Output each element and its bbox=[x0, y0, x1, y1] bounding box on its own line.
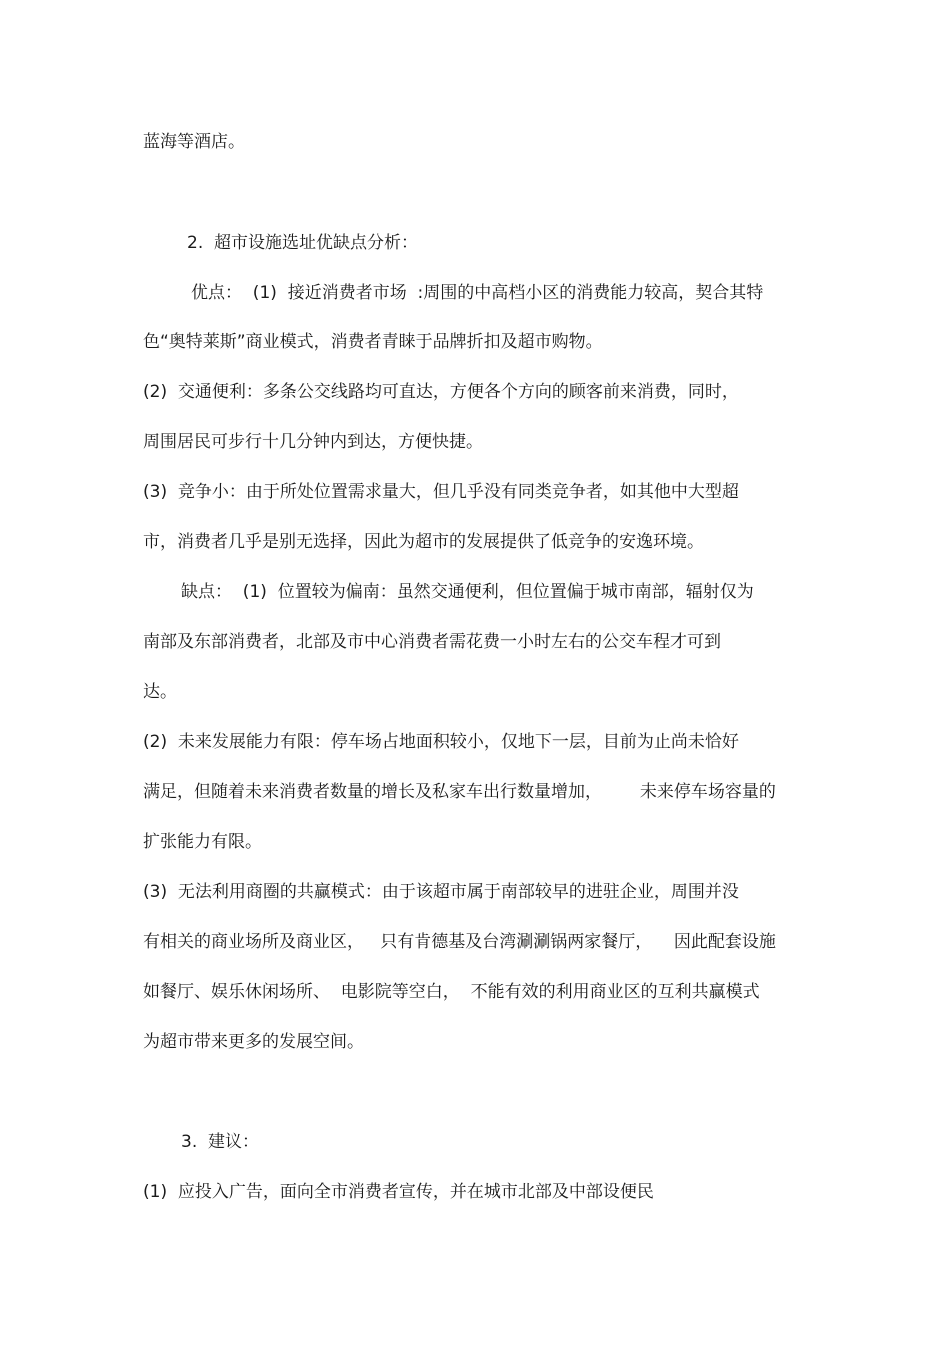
text-line: 为超市带来更多的发展空间。 bbox=[143, 1032, 364, 1052]
text-line: (1) 应投入广告，面向全市消费者宣传，并在城市北部及中部设便民 bbox=[143, 1182, 654, 1202]
text-line: 周围居民可步行十几分钟内到达，方便快捷。 bbox=[143, 432, 483, 452]
text-line: 蓝海等酒店。 bbox=[143, 132, 245, 152]
text-line: (2) 交通便利：多条公交线路均可直达，方便各个方向的顾客前来消费，同时， bbox=[143, 382, 739, 402]
text-line: 满足，但随着未来消费者数量的增长及私家车出行数量增加， 未来停车场容量的 bbox=[143, 782, 776, 802]
text-line: (2) 未来发展能力有限：停车场占地面积较小，仅地下一层，目前为止尚未恰好 bbox=[143, 732, 739, 752]
text-line: 市，消费者几乎是别无选择，因此为超市的发展提供了低竞争的安逸环境。 bbox=[143, 532, 704, 552]
section-heading: 3. 建议： bbox=[181, 1132, 260, 1152]
text-line: 南部及东部消费者，北部及市中心消费者需花费一小时左右的公交车程才可到 bbox=[143, 632, 721, 652]
text-line: (3) 无法利用商圈的共赢模式：由于该超市属于南部较早的进驻企业，周围并没 bbox=[143, 882, 739, 902]
text-line: 缺点： (1) 位置较为偏南：虽然交通便利，但位置偏于城市南部，辐射仅为 bbox=[181, 582, 754, 602]
section-heading: 2. 超市设施选址优缺点分析： bbox=[187, 233, 419, 253]
text-line: 有相关的商业场所及商业区， 只有肯德基及台湾涮涮锅两家餐厅， 因此配套设施 bbox=[143, 932, 776, 952]
text-line: 如餐厅、娱乐休闲场所、 电影院等空白， 不能有效的利用商业区的互利共赢模式 bbox=[143, 982, 760, 1002]
text-line: 扩张能力有限。 bbox=[143, 832, 262, 852]
text-line: 色“奥特莱斯”商业模式，消费者青睐于品牌折扣及超市购物。 bbox=[143, 332, 603, 352]
text-line: (3) 竞争小：由于所处位置需求量大，但几乎没有同类竞争者，如其他中大型超 bbox=[143, 482, 739, 502]
text-line: 达。 bbox=[143, 682, 177, 702]
text-line: 优点： (1) 接近消费者市场 :周围的中高档小区的消费能力较高，契合其特 bbox=[191, 283, 764, 303]
